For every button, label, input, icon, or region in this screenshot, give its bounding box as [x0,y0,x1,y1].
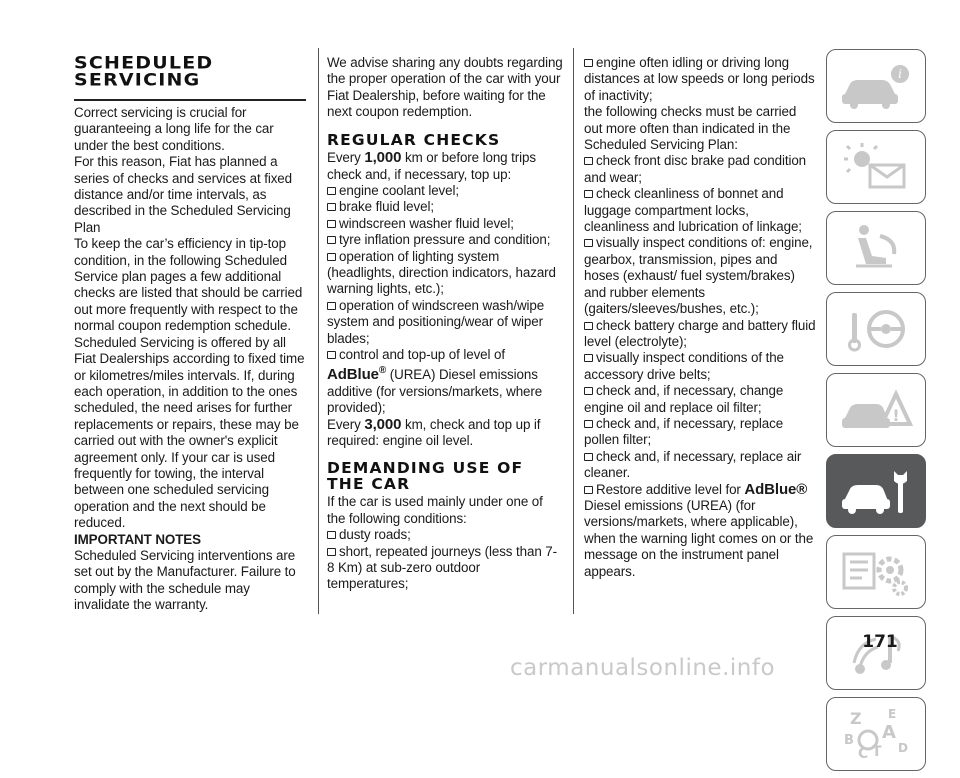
checkbox-bullet-icon [584,387,593,395]
tab-starting-driving[interactable] [826,292,926,366]
svg-text:D: D [898,741,908,755]
checkbox-bullet-icon [327,236,336,244]
svg-text:!: ! [892,406,900,425]
chapter-tabs [826,49,930,778]
checkbox-bullet-icon [584,354,593,362]
paragraph: Scheduled Servicing interventions are set out by the Manufacturer. Failure to comply with the schedule may invalidate the warranty. [74,547,296,613]
warning-light-envelope-icon [836,137,916,197]
svg-text:C: C [858,746,869,762]
checkbox-bullet-icon [584,420,593,428]
page-number: 171 [862,632,898,652]
checkbox-bullet-icon [327,220,336,228]
checkbox-bullet-icon [584,453,593,461]
paragraph: Every 3,000 km, check and top up if required: engine oil level. [327,415,541,449]
important-notes-heading: IMPORTANT NOTES [74,531,201,547]
column-2 [327,55,563,593]
checkbox-bullet-icon [327,351,336,359]
tab-safety[interactable] [826,211,926,285]
list-item: visually inspect conditions of the accessory drive belts; [584,350,784,382]
svg-text:A: A [882,722,896,743]
list-item: check and, if necessary, replace air cleaner. [584,448,802,481]
list-item: check and, if necessary, change engine oil and replace oil filter; [584,383,784,415]
checkbox-bullet-icon [327,302,336,310]
regular-checks-list [327,183,563,347]
car-info-icon [836,56,916,116]
tab-emergency[interactable] [826,373,926,447]
column-divider [318,48,319,614]
seat-airbag-icon [836,218,916,278]
checkbox-bullet-icon [584,59,593,67]
svg-text:i: i [898,67,902,81]
svg-text:T: T [872,744,882,760]
watermark: carmanualsonline.info [510,655,776,681]
car-wrench-icon [836,461,916,521]
list-item: check cleanliness of bonnet and luggage compartment locks, cleanliness and lubrication of linkage; [584,186,802,235]
column-divider [573,48,574,614]
checkbox-bullet-icon [327,203,336,211]
list-item: engine often idling or driving long distances at low speeds or long periods of inactivity; [584,55,815,103]
paragraph: If the car is used mainly under one of the following conditions: [327,494,543,526]
paragraph: For this reason, Fiat has planned a series of checks and services at fixed distance and/or time intervals, as described in the Scheduled Servicing Plan [74,154,292,235]
tab-technical-specs[interactable] [826,535,926,609]
alphabet-index-icon [836,704,916,764]
svg-text:B: B [844,733,854,748]
checks-list [584,153,816,481]
list-item: short, repeated journeys (less than 7-8 Km) at sub-zero outdoor temperatures; [327,543,558,592]
list-item: control and top-up of level of AdBlue® (UREA) Diesel emissions additive (for versions/markets, where provided); [327,347,543,416]
paragraph: the following checks must be carried out more often than indicated in the Scheduled Servicing Plan: [584,104,797,153]
checkbox-bullet-icon [584,190,593,198]
svg-text:Z: Z [850,709,862,728]
tab-servicing[interactable] [826,454,926,528]
settings-gears-icon [836,542,916,602]
checkbox-bullet-icon [327,531,336,539]
checkbox-bullet-icon [584,239,593,247]
paragraph: Correct servicing is crucial for guaranteeing a long life for the car under the best conditions. [74,105,274,153]
steering-wheel-key-icon [836,299,916,359]
demanding-use-heading: DEMANDING USE OF THE CAR [327,459,524,493]
list-item: dusty roads; [327,527,563,543]
checkbox-bullet-icon [584,322,593,330]
paragraph: Every 1,000 km or before long trips check and, if necessary, top up: [327,149,536,182]
paragraph: We advise sharing any doubts regarding the proper operation of the car with your Fiat Dealership, before waiting for the next coupon redemption. [327,55,563,120]
list-item: Restore additive level for AdBlue® Diesel emissions (UREA) (for versions/markets, where applicable), when the warning light comes on or the message on the instrument panel appears. [584,480,814,579]
list-item: brake fluid level; [327,199,563,215]
paragraph: Scheduled Servicing is offered by all Fiat Dealerships according to fixed time or kilometres/miles intervals. If, during each operation, in addition to the ones scheduled, the need arises for further replacements or repairs, these may be carried out with the owner's explicit agreement only. If your car is used frequently for towing, the interval between one scheduled servicing operation and the next should be reduced. [74,334,305,531]
title-underline [74,99,306,101]
column-1 [74,55,306,614]
checkbox-bullet-icon [584,486,593,494]
checkbox-bullet-icon [584,157,593,165]
tab-warning-lights[interactable] [826,130,926,204]
list-item: check front disc brake pad condition and wear; [584,153,807,185]
checkbox-bullet-icon [327,253,336,261]
list-item: operation of windscreen wash/wipe system and positioning/wear of wiper blades; [327,297,545,346]
list-item: check battery charge and battery fluid level (electrolyte); [584,317,816,349]
tab-car-info[interactable] [826,49,926,123]
svg-text:E: E [888,707,897,721]
list-item: operation of lighting system (headlights, direction indicators, hazard warning lights, etc.); [327,248,556,297]
list-item: check and, if necessary, replace pollen filter; [584,415,784,448]
conditions-list [327,527,563,593]
list-item: windscreen washer fluid level; [327,216,563,232]
list-item: engine coolant level; [327,183,563,199]
car-warning-triangle-icon [836,380,916,440]
regular-checks-heading: REGULAR CHECKS [327,130,501,149]
checkbox-bullet-icon [327,548,336,556]
page-title: SCHEDULED SERVICING [74,53,214,91]
list-item: tyre inflation pressure and condition; [327,232,563,248]
paragraph: To keep the car’s efficiency in tip-top condition, in the following Scheduled Service plan pages a few additional checks are listed that should be carried out more frequently with respect to the normal coupon redemption schedule. [74,236,303,334]
list-item: visually inspect conditions of: engine, gearbox, transmission, pipes and hoses (exhaust/ fuel system/brakes) and rubber elements (gaiters/sleeves/bushes, etc.); [584,235,813,317]
checkbox-bullet-icon [327,187,336,195]
tab-index[interactable] [826,697,926,771]
column-3 [584,55,816,580]
tab-multimedia[interactable] [826,616,926,690]
